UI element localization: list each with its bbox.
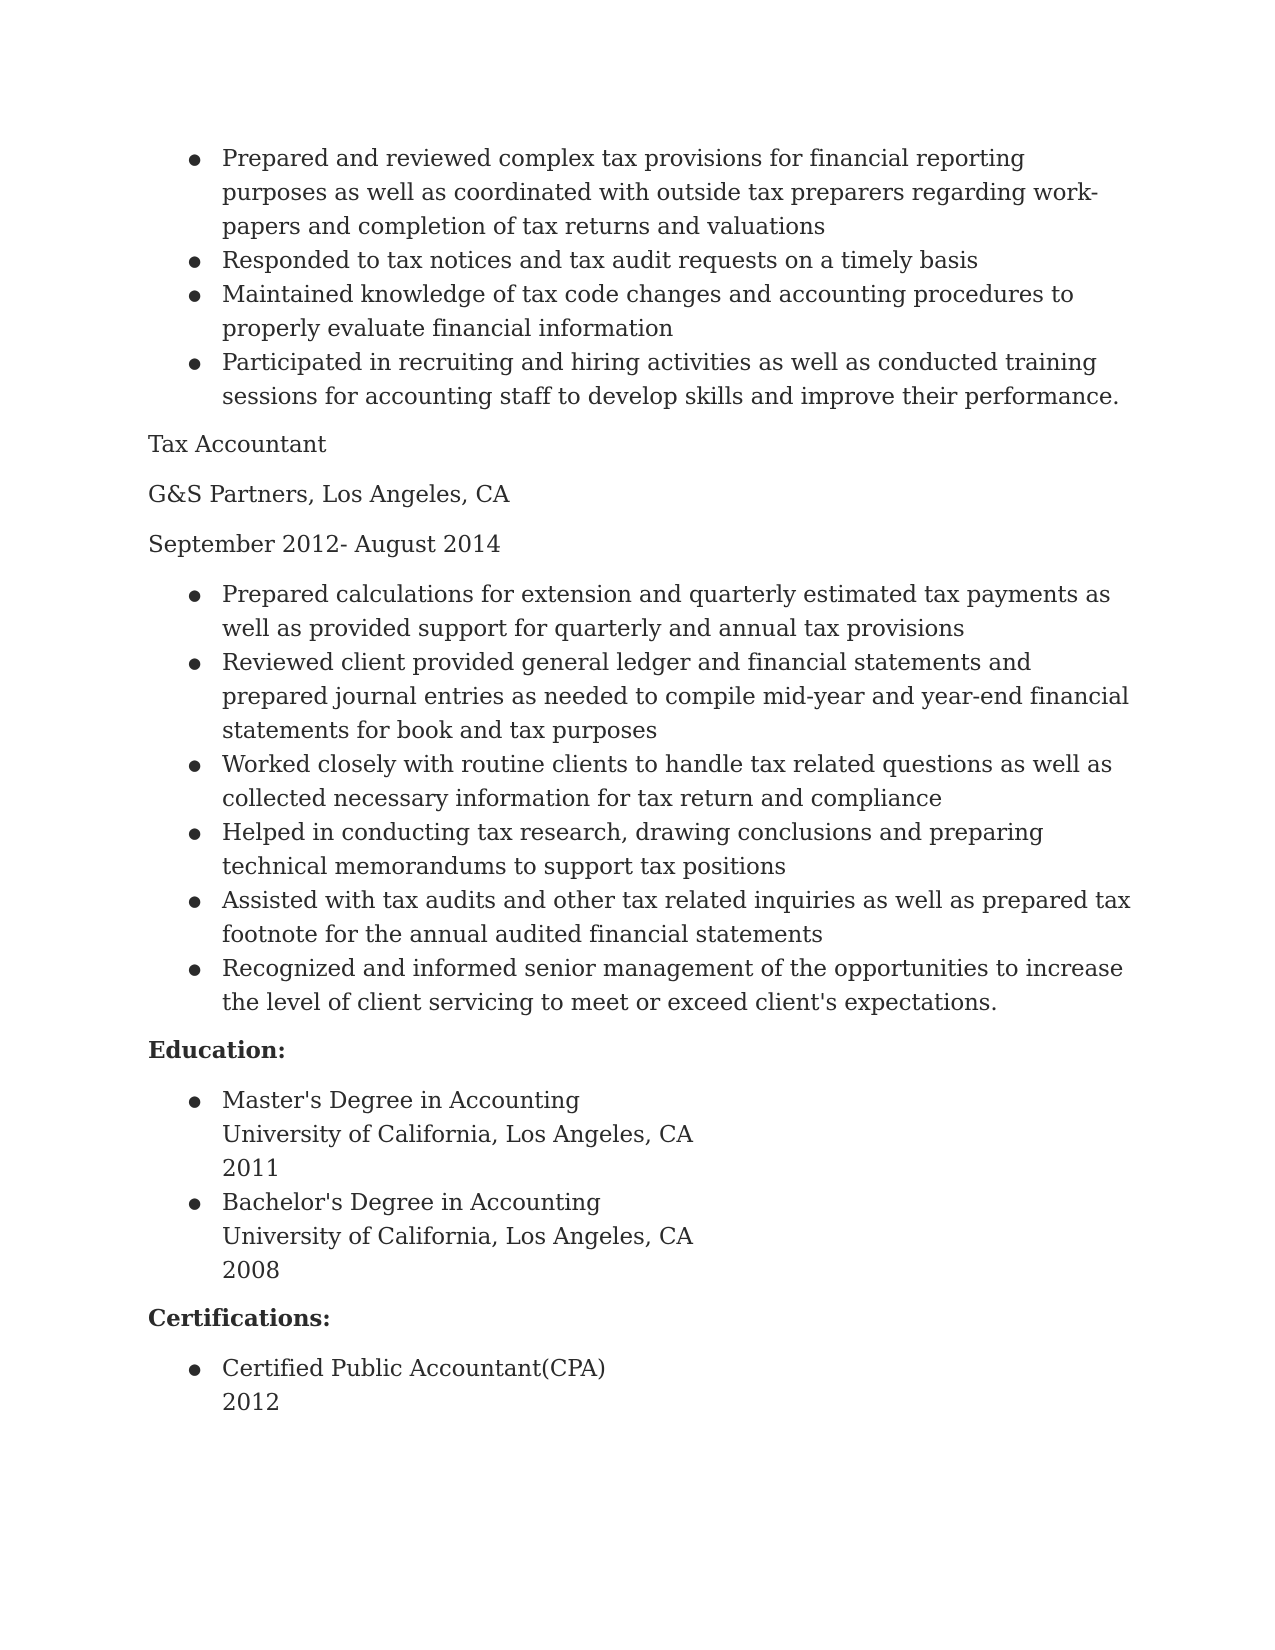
degree-name: ● Master's Degree in Accounting [222, 1088, 580, 1114]
certification-name: ● Certified Public Accountant(CPA) [222, 1356, 606, 1382]
resume-page [148, 142, 1133, 1434]
education-item [148, 1186, 1133, 1288]
prior-job-bullet-list [148, 142, 1133, 414]
graduation-year: 2011 [222, 1156, 280, 1182]
certification-year: 2012 [222, 1390, 280, 1416]
education-list [148, 1084, 1133, 1288]
list-item: ● Helped in conducting tax research, drawing conclusions and preparing technical memorandums to support tax positions [148, 816, 1133, 884]
certification-item [148, 1352, 1133, 1420]
job-company: G&S Partners, Los Angeles, CA [148, 482, 510, 508]
certifications-list [148, 1352, 1133, 1420]
list-item: ● Worked closely with routine clients to handle tax related questions as well as collected necessary information for tax return and compliance [148, 748, 1133, 816]
list-item: ● Participated in recruiting and hiring activities as well as conducted training sessions for accounting staff to develop skills and improve their performance. [148, 346, 1133, 414]
list-item: ● Assisted with tax audits and other tax related inquiries as well as prepared tax footnote for the annual audited financial statements [148, 884, 1133, 952]
job-dates: September 2012- August 2014 [148, 532, 501, 558]
school-name: University of California, Los Angeles, CA [222, 1224, 693, 1250]
list-item: ● Responded to tax notices and tax audit requests on a timely basis [148, 244, 1133, 278]
job-bullet-list [148, 578, 1133, 1020]
list-item: ● Reviewed client provided general ledger and financial statements and prepared journal entries as needed to compile mid-year and year-end financial statements for book and tax purposes [148, 646, 1133, 748]
graduation-year: 2008 [222, 1258, 280, 1284]
list-item: ● Recognized and informed senior management of the opportunities to increase the level of client servicing to meet or exceed client's expectations. [148, 952, 1133, 1020]
certifications-heading: Certifications: [148, 1305, 331, 1332]
list-item: ● Prepared and reviewed complex tax provisions for financial reporting purposes as well as coordinated with outside tax preparers regarding work-papers and completion of tax returns and valuations [148, 142, 1133, 244]
school-name: University of California, Los Angeles, CA [222, 1122, 693, 1148]
job-title: Tax Accountant [148, 432, 327, 458]
education-item [148, 1084, 1133, 1186]
degree-name: ● Bachelor's Degree in Accounting [222, 1190, 601, 1216]
list-item: ● Prepared calculations for extension and quarterly estimated tax payments as well as provided support for quarterly and annual tax provisions [148, 578, 1133, 646]
list-item: ● Maintained knowledge of tax code changes and accounting procedures to properly evaluate financial information [148, 278, 1133, 346]
education-heading: Education: [148, 1037, 286, 1064]
